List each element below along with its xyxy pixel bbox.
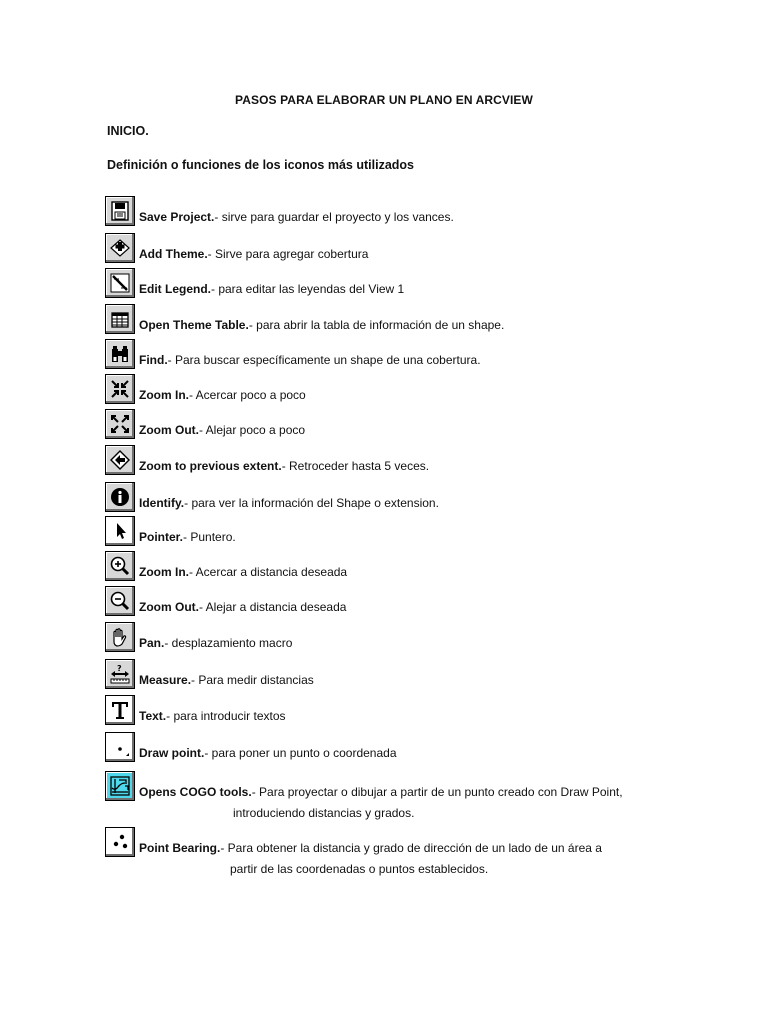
item-name: Zoom to previous extent. <box>139 459 282 473</box>
magnifier-minus-icon <box>105 586 135 616</box>
hand-icon <box>105 622 135 652</box>
item-description: - para introducir textos <box>166 709 286 723</box>
item-description: - Para buscar específicamente un shape de una cobertura. <box>167 353 481 367</box>
item-name: Find. <box>139 353 168 367</box>
item-name: Edit Legend. <box>139 282 211 296</box>
list-item <box>105 262 725 298</box>
list-item <box>105 580 725 616</box>
edit-legend-icon <box>105 268 135 298</box>
info-icon <box>105 482 135 512</box>
binoculars-icon <box>105 339 135 369</box>
item-description: - para ver la información del Shape o extension. <box>184 496 439 510</box>
item-name: Opens COGO tools. <box>139 785 252 799</box>
list-item <box>105 653 725 689</box>
svg-text:?: ? <box>117 664 122 673</box>
section-heading-inicio: INICIO. <box>107 124 149 138</box>
list-item <box>105 298 725 334</box>
list-item <box>105 190 725 226</box>
item-description: - Acercar a distancia deseada <box>189 565 348 579</box>
list-item <box>105 403 725 439</box>
item-name: Zoom Out. <box>139 600 199 614</box>
item-name: Pointer. <box>139 530 184 544</box>
item-name: Draw point. <box>139 746 205 760</box>
item-description: - Para medir distancias <box>191 673 314 687</box>
item-description: - para editar las leyendas del View 1 <box>211 282 405 296</box>
list-item <box>105 368 725 404</box>
item-name: Measure. <box>139 673 192 687</box>
floppy-disk-icon <box>105 196 135 226</box>
list-item <box>105 726 725 762</box>
item-description: - sirve para guardar el proyecto y los vances. <box>214 210 454 224</box>
item-description: - Para proyectar o dibujar a partir de un punto creado con Draw Point, <box>251 785 623 799</box>
list-item <box>105 821 725 857</box>
list-item <box>105 510 725 546</box>
point-icon <box>105 732 135 762</box>
point-bearing-icon <box>105 827 135 857</box>
list-item <box>105 333 725 369</box>
document-title: PASOS PARA ELABORAR UN PLANO EN ARCVIEW <box>235 93 533 107</box>
measure-icon <box>105 659 135 689</box>
item-name: Zoom Out. <box>139 423 199 437</box>
item-description: - Retroceder hasta 5 veces. <box>281 459 430 473</box>
item-description-continued: introduciendo distancias y grados. <box>233 806 415 820</box>
item-description: - Alejar a distancia deseada <box>199 600 347 614</box>
item-name: Add Theme. <box>139 247 208 261</box>
text-icon <box>105 695 135 725</box>
item-description: - para poner un punto o coordenada <box>204 746 397 760</box>
pointer-icon <box>105 516 135 546</box>
item-description: - para abrir la tabla de información de un shape. <box>248 318 505 332</box>
item-name: Save Project. <box>139 210 215 224</box>
item-name: Zoom In. <box>139 388 189 402</box>
list-item <box>105 765 725 801</box>
section-subtitle: Definición o funciones de los iconos más utilizados <box>107 158 414 172</box>
zoom-in-arrows-icon <box>105 374 135 404</box>
list-item <box>105 689 725 725</box>
item-description: - Alejar poco a poco <box>199 423 306 437</box>
previous-extent-icon <box>105 445 135 475</box>
table-icon <box>105 304 135 334</box>
item-name: Text. <box>139 709 167 723</box>
list-item <box>105 545 725 581</box>
item-name: Zoom In. <box>139 565 189 579</box>
magnifier-plus-icon <box>105 551 135 581</box>
list-item <box>105 476 725 512</box>
item-description: - Acercar poco a poco <box>189 388 306 402</box>
list-item <box>105 616 725 652</box>
add-theme-icon <box>105 233 135 263</box>
item-name: Point Bearing. <box>139 841 221 855</box>
item-name: Open Theme Table. <box>139 318 249 332</box>
zoom-out-arrows-icon <box>105 409 135 439</box>
list-item <box>105 227 725 263</box>
item-name: Identify. <box>139 496 185 510</box>
item-description-continued: partir de las coordenadas o puntos establecidos. <box>230 862 489 876</box>
item-description: - desplazamiento macro <box>164 636 293 650</box>
list-item <box>105 439 725 475</box>
item-name: Pan. <box>139 636 165 650</box>
item-description: - Puntero. <box>183 530 236 544</box>
item-description: - Para obtener la distancia y grado de dirección de un lado de un área a <box>220 841 602 855</box>
cogo-icon <box>105 771 135 801</box>
item-description: - Sirve para agregar cobertura <box>207 247 369 261</box>
